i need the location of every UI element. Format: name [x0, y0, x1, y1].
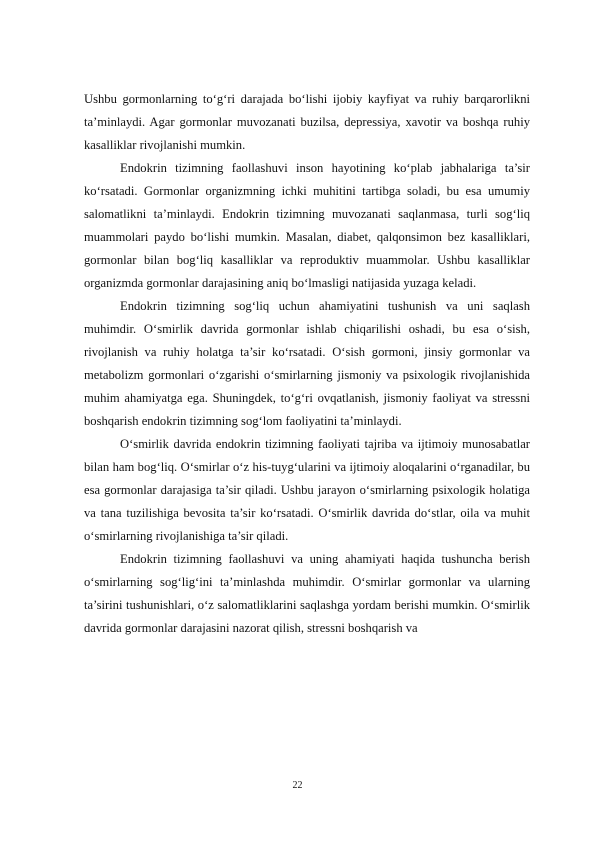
paragraph-health-importance: Endokrin tizimning sog‘liq uchun ahamiyatini tushunish va uni saqlash muhimdir. O‘smirlik davrida gormonlar ishlab chiqarilishi oshadi, bu esa o‘sish, rivojlanish va ruhiy holatga ta’sir ko‘rsatadi. O‘sish gormoni, jinsiy gormonlar va metabolizm gormonlari o‘zgarishi o‘smirlarning jismoniy va psixologik rivojlanishida muhim ahamiyatga ega. Shuningdek, to‘g‘ri ovqatlanish, jismoniy faoliyat va stressni boshqarish endokrin tizimning sog‘lom faoliyatini ta’minlaydi. — [84, 299, 530, 428]
paragraph-understanding: Endokrin tizimning faollashuvi va uning ahamiyati haqida tushuncha berish o‘smirlarning sog‘lig‘ini ta’minlashda muhimdir. O‘smirlar gormonlar va ularning ta’sirini tushunishlari, o‘z salomatliklarini saqlashga yordam berishi mumkin. O‘smirlik davrida gormonlar darajasini nazorat qilish, stressni boshqarish va — [84, 552, 530, 635]
page-number: 22 — [292, 780, 303, 791]
paragraph-continuation: Ushbu gormonlarning to‘g‘ri darajada bo‘lishi ijobiy kayfiyat va ruhiy barqarorlikni ta’minlaydi. Agar gormonlar muvozanati buzilsa, depressiya, xavotir va boshqa ruhiy kasalliklar rivojlanishi mumkin. — [84, 92, 530, 152]
page-body — [84, 88, 530, 640]
paragraph-endocrine-activation: Endokrin tizimning faollashuvi inson hayotining ko‘plab jabhalariga ta’sir ko‘rsatadi. Gormonlar organizmning ichki muhitini tartibga soladi, bu esa umumiy salomatlikni ta’minlaydi. Endokrin tizimning muvozanati saqlanmasa, turli sog‘liq muammolari paydo bo‘lishi mumkin. Masalan, diabet, qalqonsimon bez kasalliklari, gormonlar bilan bog‘liq kasalliklar va reproduktiv muammolar. Ushbu kasalliklar organizmda gormonlar darajasining aniq bo‘lmasligi natijasida yuzaga keladi. — [84, 161, 530, 290]
paragraph-social-relations: O‘smirlik davrida endokrin tizimning faoliyati tajriba va ijtimoiy munosabatlar bilan ham bog‘liq. O‘smirlar o‘z his-tuyg‘ularini va ijtimoiy aloqalarini o‘rganadilar, bu esa gormonlar darajasiga ta’sir qiladi. Ushbu jarayon o‘smirlarning psixologik holatiga va tana tuzilishiga bevosita ta’sir ko‘rsatadi. O‘smirlik davrida do‘stlar, oila va muhit o‘smirlarning rivojlanishiga ta’sir qiladi. — [84, 437, 530, 543]
